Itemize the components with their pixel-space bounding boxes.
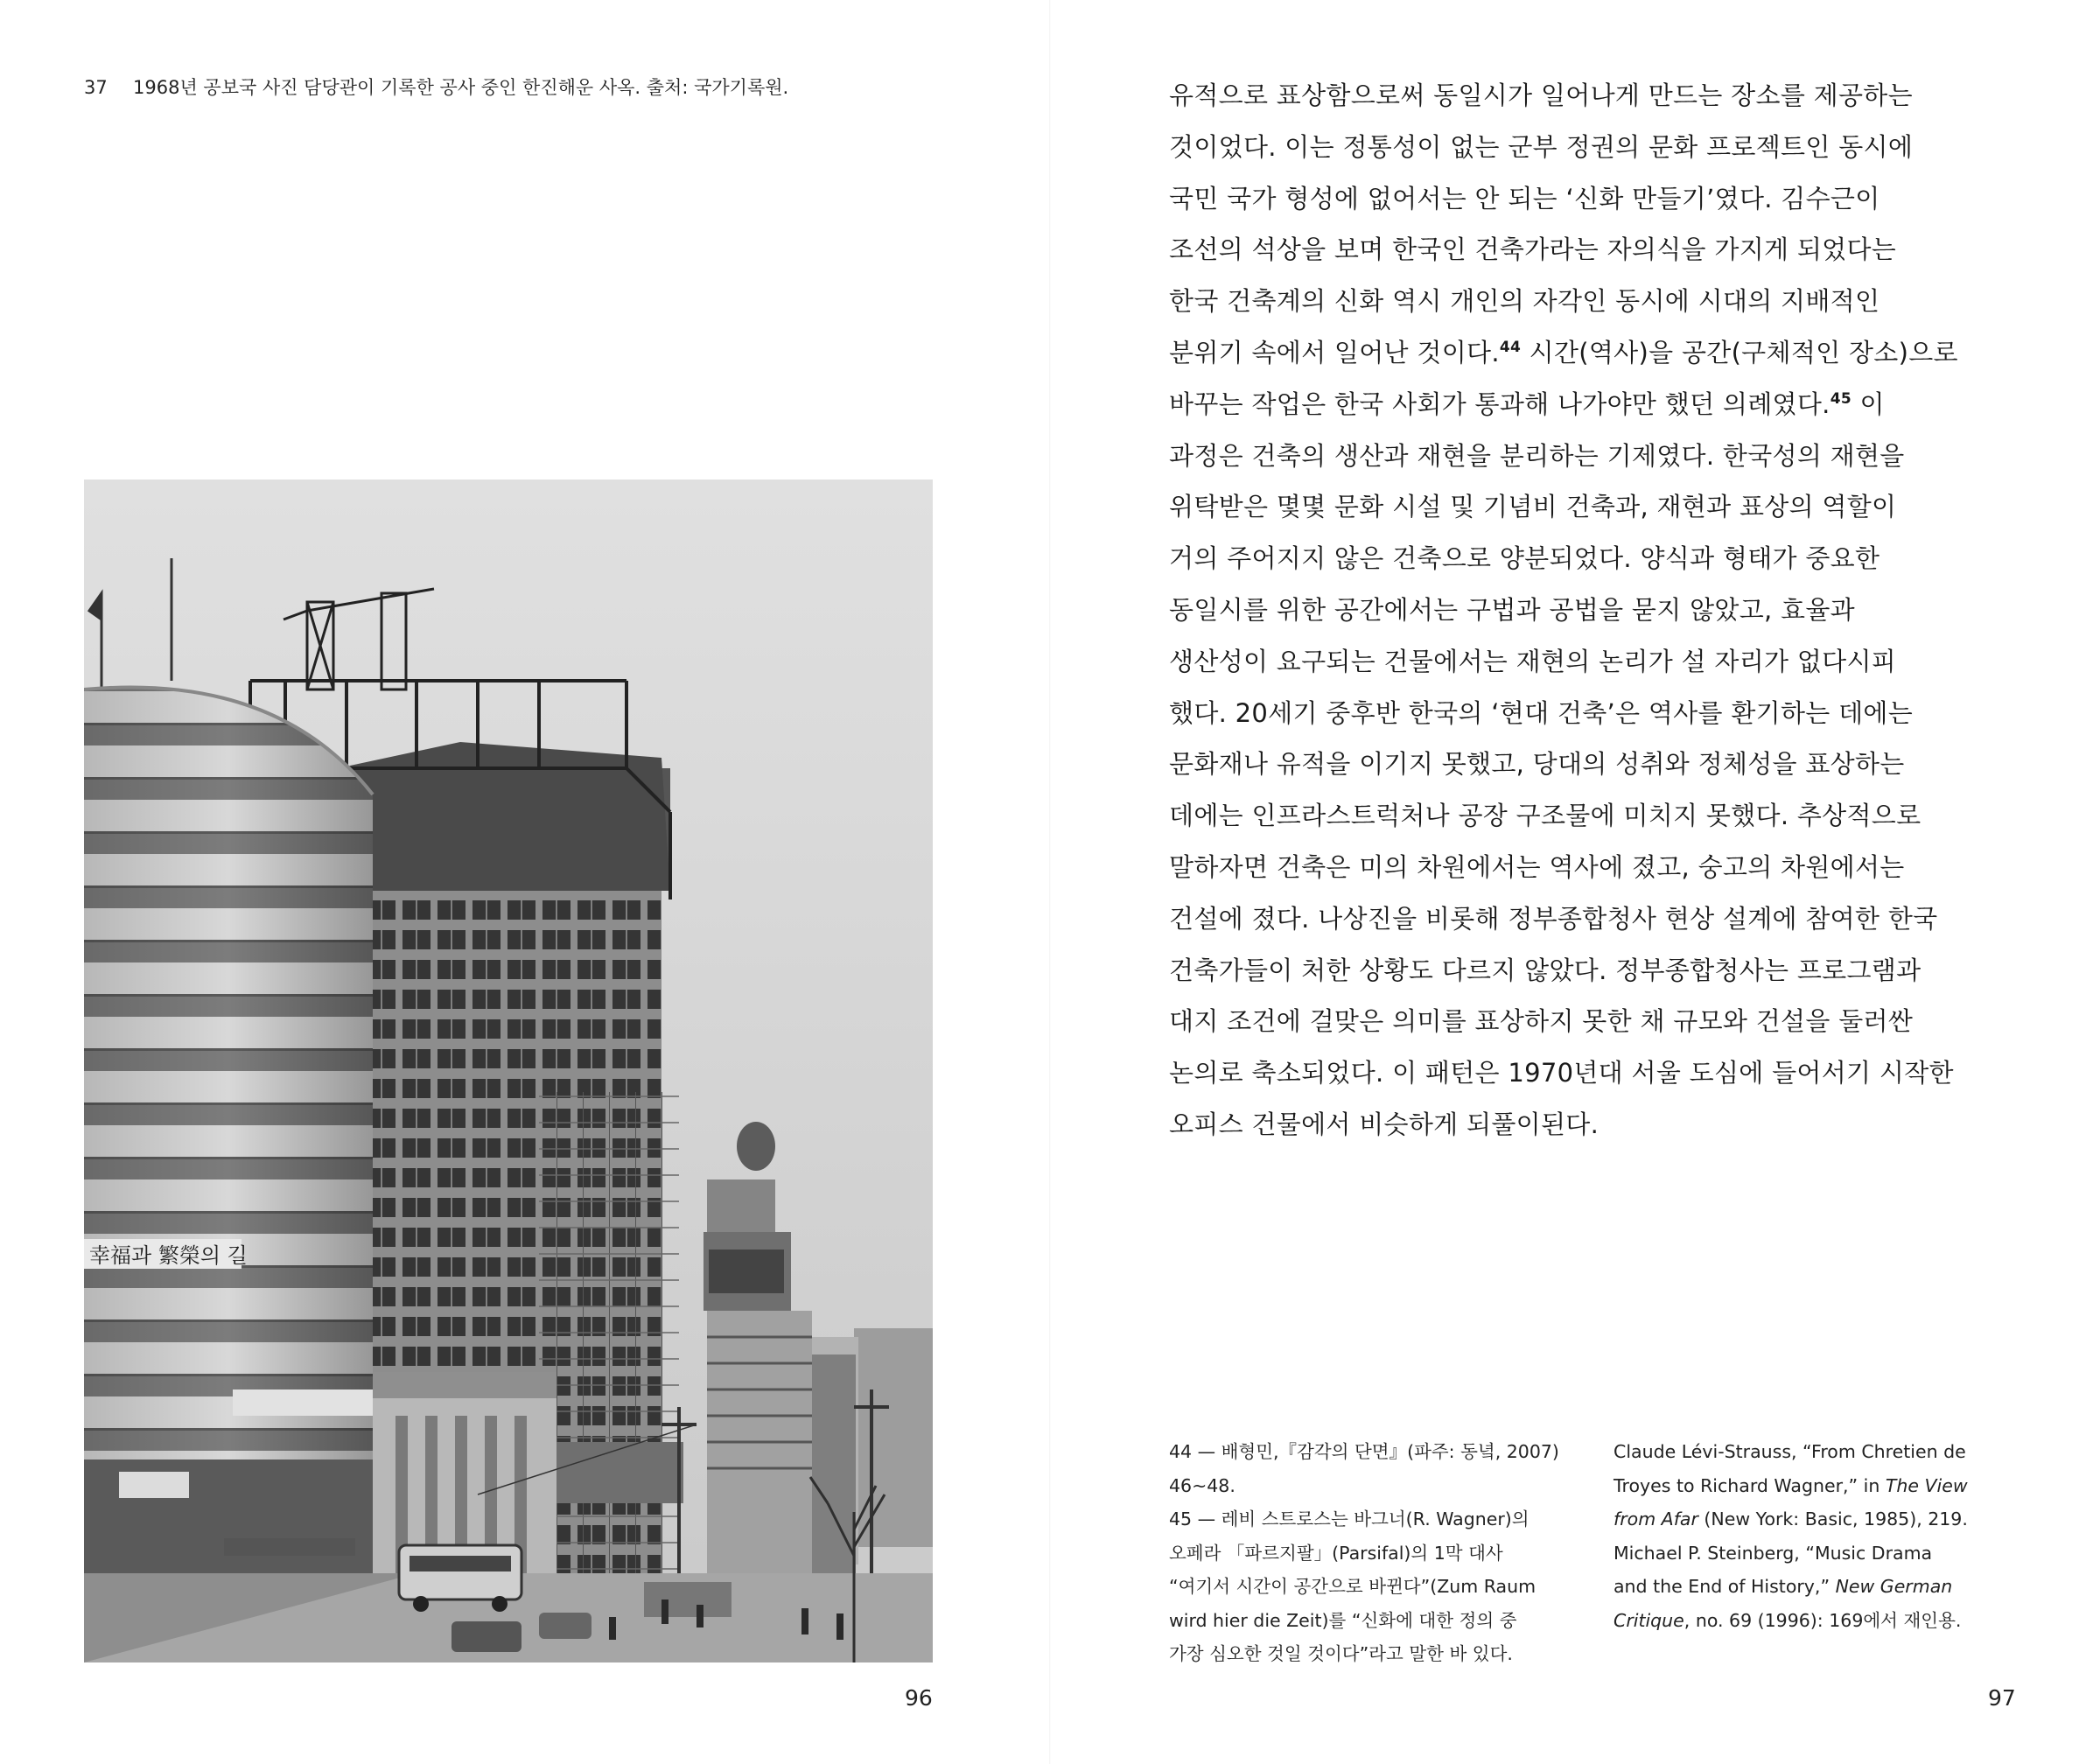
body-line-text: 건축가들이 처한 상황도 다르지 않았다. 정부종합청사는 프로그램과 [1169,955,1922,985]
footnote-line: “여기서 시간이 공간으로 바뀐다”(Zum Raum [1169,1576,1536,1597]
body-line [1169,1099,2026,1151]
body-line-text: 문화재나 유적을 이기지 못했고, 당대의 성취와 정체성을 표상하는 [1169,749,1905,780]
footnote-text: Michael P. Steinberg, “Music Drama [1614,1542,1933,1564]
body-line-text: 시간(역사)을 공간(구체적인 장소)으로 [1521,337,1958,368]
body-line [1169,122,2026,173]
body-line-text: 한국 건축계의 신화 역시 개인의 자각인 동시에 시대의 지배적인 [1169,286,1880,317]
body-line-text: 이 [1851,388,1885,419]
footnote-line [1614,1469,2025,1503]
figure-number: 37 [84,77,108,98]
body-line [1169,584,2026,636]
body-line [1169,173,2026,225]
body-line [1169,1047,2026,1099]
curved-building [84,688,373,1592]
body-line [1169,842,2026,893]
body-line [1169,533,2026,584]
page-number-right: 97 [1988,1685,2016,1711]
body-line-text: 바꾸는 작업은 한국 사회가 통과해 나가야만 했던 의례였다. [1169,388,1830,419]
footnote-line [1614,1570,2025,1604]
footnote-text: Troyes to Richard Wagner,” in [1614,1474,1886,1496]
body-line [1169,430,2026,482]
body-line-text: 데에는 인프라스트럭처나 공장 구조물에 미치지 못했다. 추상적으로 [1169,801,1922,831]
footnote-text: , no. 69 (1996): 169에서 재인용. [1684,1609,1962,1631]
body-line [1169,996,2026,1047]
footnote-line: 46~48. [1169,1474,1236,1496]
construction-photo [84,480,933,1662]
body-line-text: 건설에 졌다. 나상진을 비롯해 정부종합청사 현상 설계에 참여한 한국 [1169,903,1938,934]
body-line [1169,70,2026,122]
body-line [1169,738,2026,790]
body-line-text: 했다. 20세기 중후반 한국의 ‘현대 건축’은 역사를 환기하는 데에는 [1169,697,1914,728]
body-line-text: 위탁받은 몇몇 문화 시설 및 기념비 건축과, 재현과 표상의 역할이 [1169,492,1897,522]
body-line-text: 과정은 건축의 생산과 재현을 분리하는 기제였다. 한국성의 재현을 [1169,440,1905,471]
footnote-title: Critique [1614,1609,1684,1631]
body-line-text: 유적으로 표상함으로써 동일시가 일어나게 만드는 장소를 제공하는 [1169,80,1913,110]
footnote-line: 가장 심오한 것일 것이다”라고 말한 바 있다. [1169,1643,1513,1664]
body-line [1169,379,2026,430]
footnote-text: (New York: Basic, 1985), 219. [1698,1508,1968,1530]
footnote-line [1614,1604,2025,1638]
footnote-text: Claude Lévi-Strauss, “From Chretien de [1614,1441,1966,1462]
body-line-text: 조선의 석상을 보며 한국인 건축가라는 자의식을 가지게 되었다는 [1169,234,1897,265]
body-line-text: 생산성이 요구되는 건물에서는 재현의 논리가 설 자리가 없다시피 [1169,646,1897,676]
body-line [1169,276,2026,327]
footnote-ref[interactable]: 44 [1499,338,1522,356]
figure-caption-text: 1968년 공보국 사진 담당관이 기록한 공사 중인 한진해운 사옥. 출처: 국가기록원. [133,77,789,98]
footnote-line: 44 — 배형민,『감각의 단면』(파주: 동녘, 2007) [1169,1441,1559,1462]
footnote-line: 45 — 레비 스트로스는 바그너(R. Wagner)의 [1169,1508,1530,1530]
footnote-title: from Afar [1614,1508,1698,1530]
body-line [1169,893,2026,945]
body-line [1169,224,2026,276]
body-line [1169,636,2026,688]
body-line-text: 거의 주어지지 않은 건축으로 양분되었다. 양식과 형태가 중요한 [1169,543,1880,574]
page-number-left: 96 [905,1685,933,1711]
footnote-ref[interactable]: 45 [1830,389,1852,408]
body-line-text: 동일시를 위한 공간에서는 구법과 공법을 묻지 않았고, 효율과 [1169,594,1855,625]
body-line-text: 분위기 속에서 일어난 것이다. [1169,337,1500,368]
body-line [1169,327,2026,379]
footnote-line [1614,1435,2025,1469]
footnotes-column-1 [1169,1435,1589,1671]
figure-caption [84,74,788,100]
footnote-line [1614,1536,2025,1571]
body-line-text: 논의로 축소되었다. 이 패턴은 1970년대 서울 도심에 들어서기 시작한 [1169,1058,1954,1088]
body-line [1169,688,2026,739]
footnote-line: 오페라 「파르지팔」(Parsifal)의 1막 대사 [1169,1542,1503,1564]
body-text [1169,70,2026,1151]
footnotes-column-2 [1614,1435,2025,1637]
body-line-text: 것이었다. 이는 정통성이 없는 군부 정권의 문화 프로젝트인 동시에 [1169,131,1914,162]
footnote-line [1614,1502,2025,1536]
body-line [1169,481,2026,533]
body-line-text: 대지 조건에 걸맞은 의미를 표상하지 못한 채 규모와 건설을 둘러싼 [1169,1006,1914,1037]
footnote-text: and the End of History,” [1614,1576,1836,1597]
body-line-text: 말하자면 건축은 미의 차원에서는 역사에 졌고, 숭고의 차원에서는 [1169,851,1905,882]
footnote-line: wird hier die Zeit)를 “신화에 대한 정의 중 [1169,1609,1517,1631]
body-line [1169,945,2026,997]
body-line-text: 국민 국가 형성에 없어서는 안 되는 ‘신화 만들기’였다. 김수근이 [1169,183,1880,214]
footnote-title: The View [1885,1474,1968,1496]
sign-happiness: 幸福과 繁榮의 길 [89,1243,248,1268]
body-line [1169,790,2026,842]
footnote-title: New German [1835,1576,1953,1597]
body-line-text: 오피스 건물에서 비슷하게 되풀이된다. [1169,1109,1600,1139]
